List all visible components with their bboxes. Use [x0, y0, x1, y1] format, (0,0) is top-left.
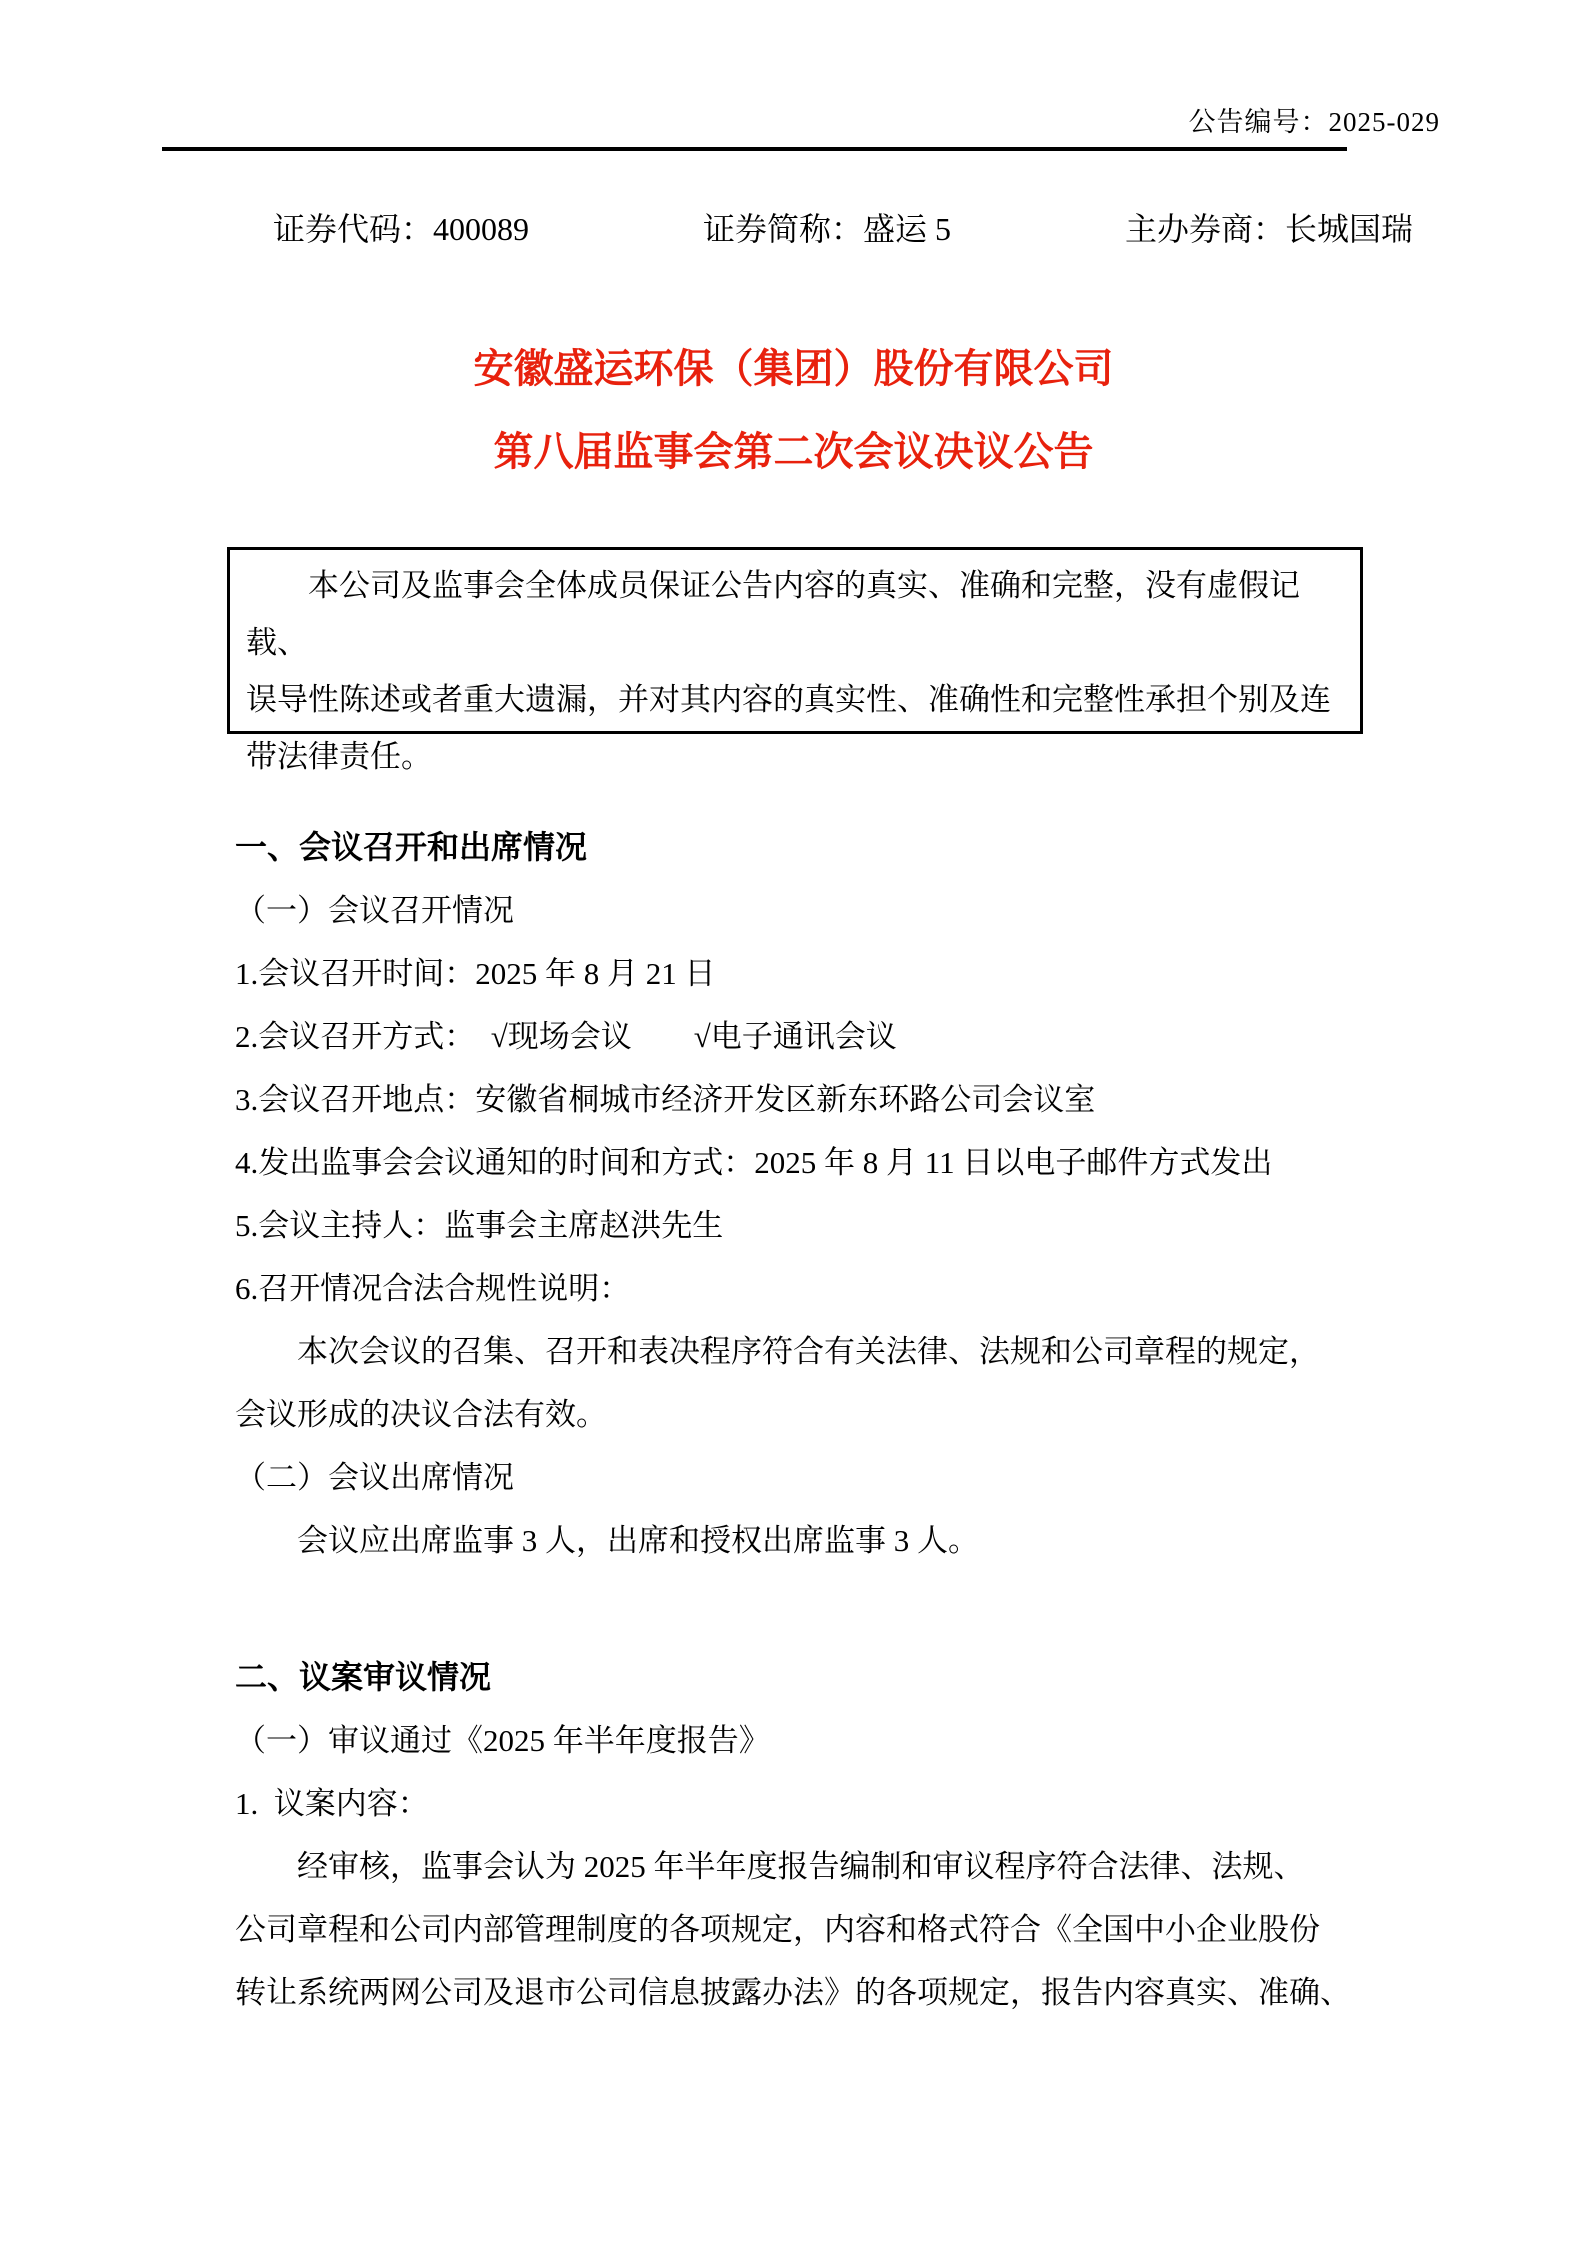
securities-code: 证券代码：400089 [273, 211, 530, 247]
body-line: 本次会议的召集、召开和表决程序符合有关法律、法规和公司章程的规定， [297, 1334, 1320, 1369]
body-line: 会议应出席监事 3 人，出席和授权出席监事 3 人。 [297, 1523, 979, 1558]
body-line: 2.会议召开方式： √现场会议 √电子通讯会议 [235, 1019, 897, 1054]
disclaimer-line: 本公司及监事会全体成员保证公告内容的真实、准确和完整，没有虚假记载、 [246, 568, 1300, 660]
body-line: 会议形成的决议合法有效。 [235, 1397, 607, 1432]
body-line: （一）会议召开情况 [235, 893, 514, 928]
body-line: 转让系统两网公司及退市公司信息披露办法》的各项规定，报告内容真实、准确、 [235, 1975, 1351, 2010]
body-line: 经审核，监事会认为 2025 年半年度报告编制和审议程序符合法律、法规、 [297, 1849, 1305, 1884]
body-line: 5.会议主持人：监事会主席赵洪先生 [235, 1208, 724, 1243]
body-line: 1. 议案内容： [235, 1786, 429, 1821]
sponsor-broker: 主办券商：长城国瑞 [1124, 211, 1413, 247]
announcement-number: 公告编号：2025-029 [1188, 107, 1440, 137]
body-line: 6.召开情况合法合规性说明： [235, 1271, 631, 1306]
disclaimer-box [227, 547, 1363, 774]
body-line: 1.会议召开时间：2025 年 8 月 21 日 [235, 956, 716, 991]
section-2-heading: 二、议案审议情况 [235, 1659, 492, 1695]
section-1-heading: 一、会议召开和出席情况 [235, 829, 588, 865]
body-line: （一）审议通过《2025 年半年度报告》 [235, 1723, 770, 1758]
document-body [235, 816, 1362, 2024]
securities-info-row [273, 204, 1413, 250]
disclaimer-line: 误导性陈述或者重大遗漏，并对其内容的真实性、准确性和完整性承担个别及连 [246, 682, 1331, 717]
document-title-line1: 安徽盛运环保（集团）股份有限公司 [473, 346, 1114, 391]
header-divider [162, 147, 1347, 151]
securities-short-name: 证券简称：盛运 5 [702, 211, 951, 247]
document-title-line2: 第八届监事会第二次会议决议公告 [493, 429, 1094, 474]
body-line: 3.会议召开地点：安徽省桐城市经济开发区新东环路公司会议室 [235, 1082, 1096, 1117]
body-line: 公司章程和公司内部管理制度的各项规定，内容和格式符合《全国中小企业股份 [235, 1912, 1320, 1947]
body-line: （二）会议出席情况 [235, 1460, 514, 1495]
body-line: 4.发出监事会会议通知的时间和方式：2025 年 8 月 11 日以电子邮件方式发出 [235, 1145, 1273, 1180]
disclaimer-line: 带法律责任。 [246, 739, 432, 774]
